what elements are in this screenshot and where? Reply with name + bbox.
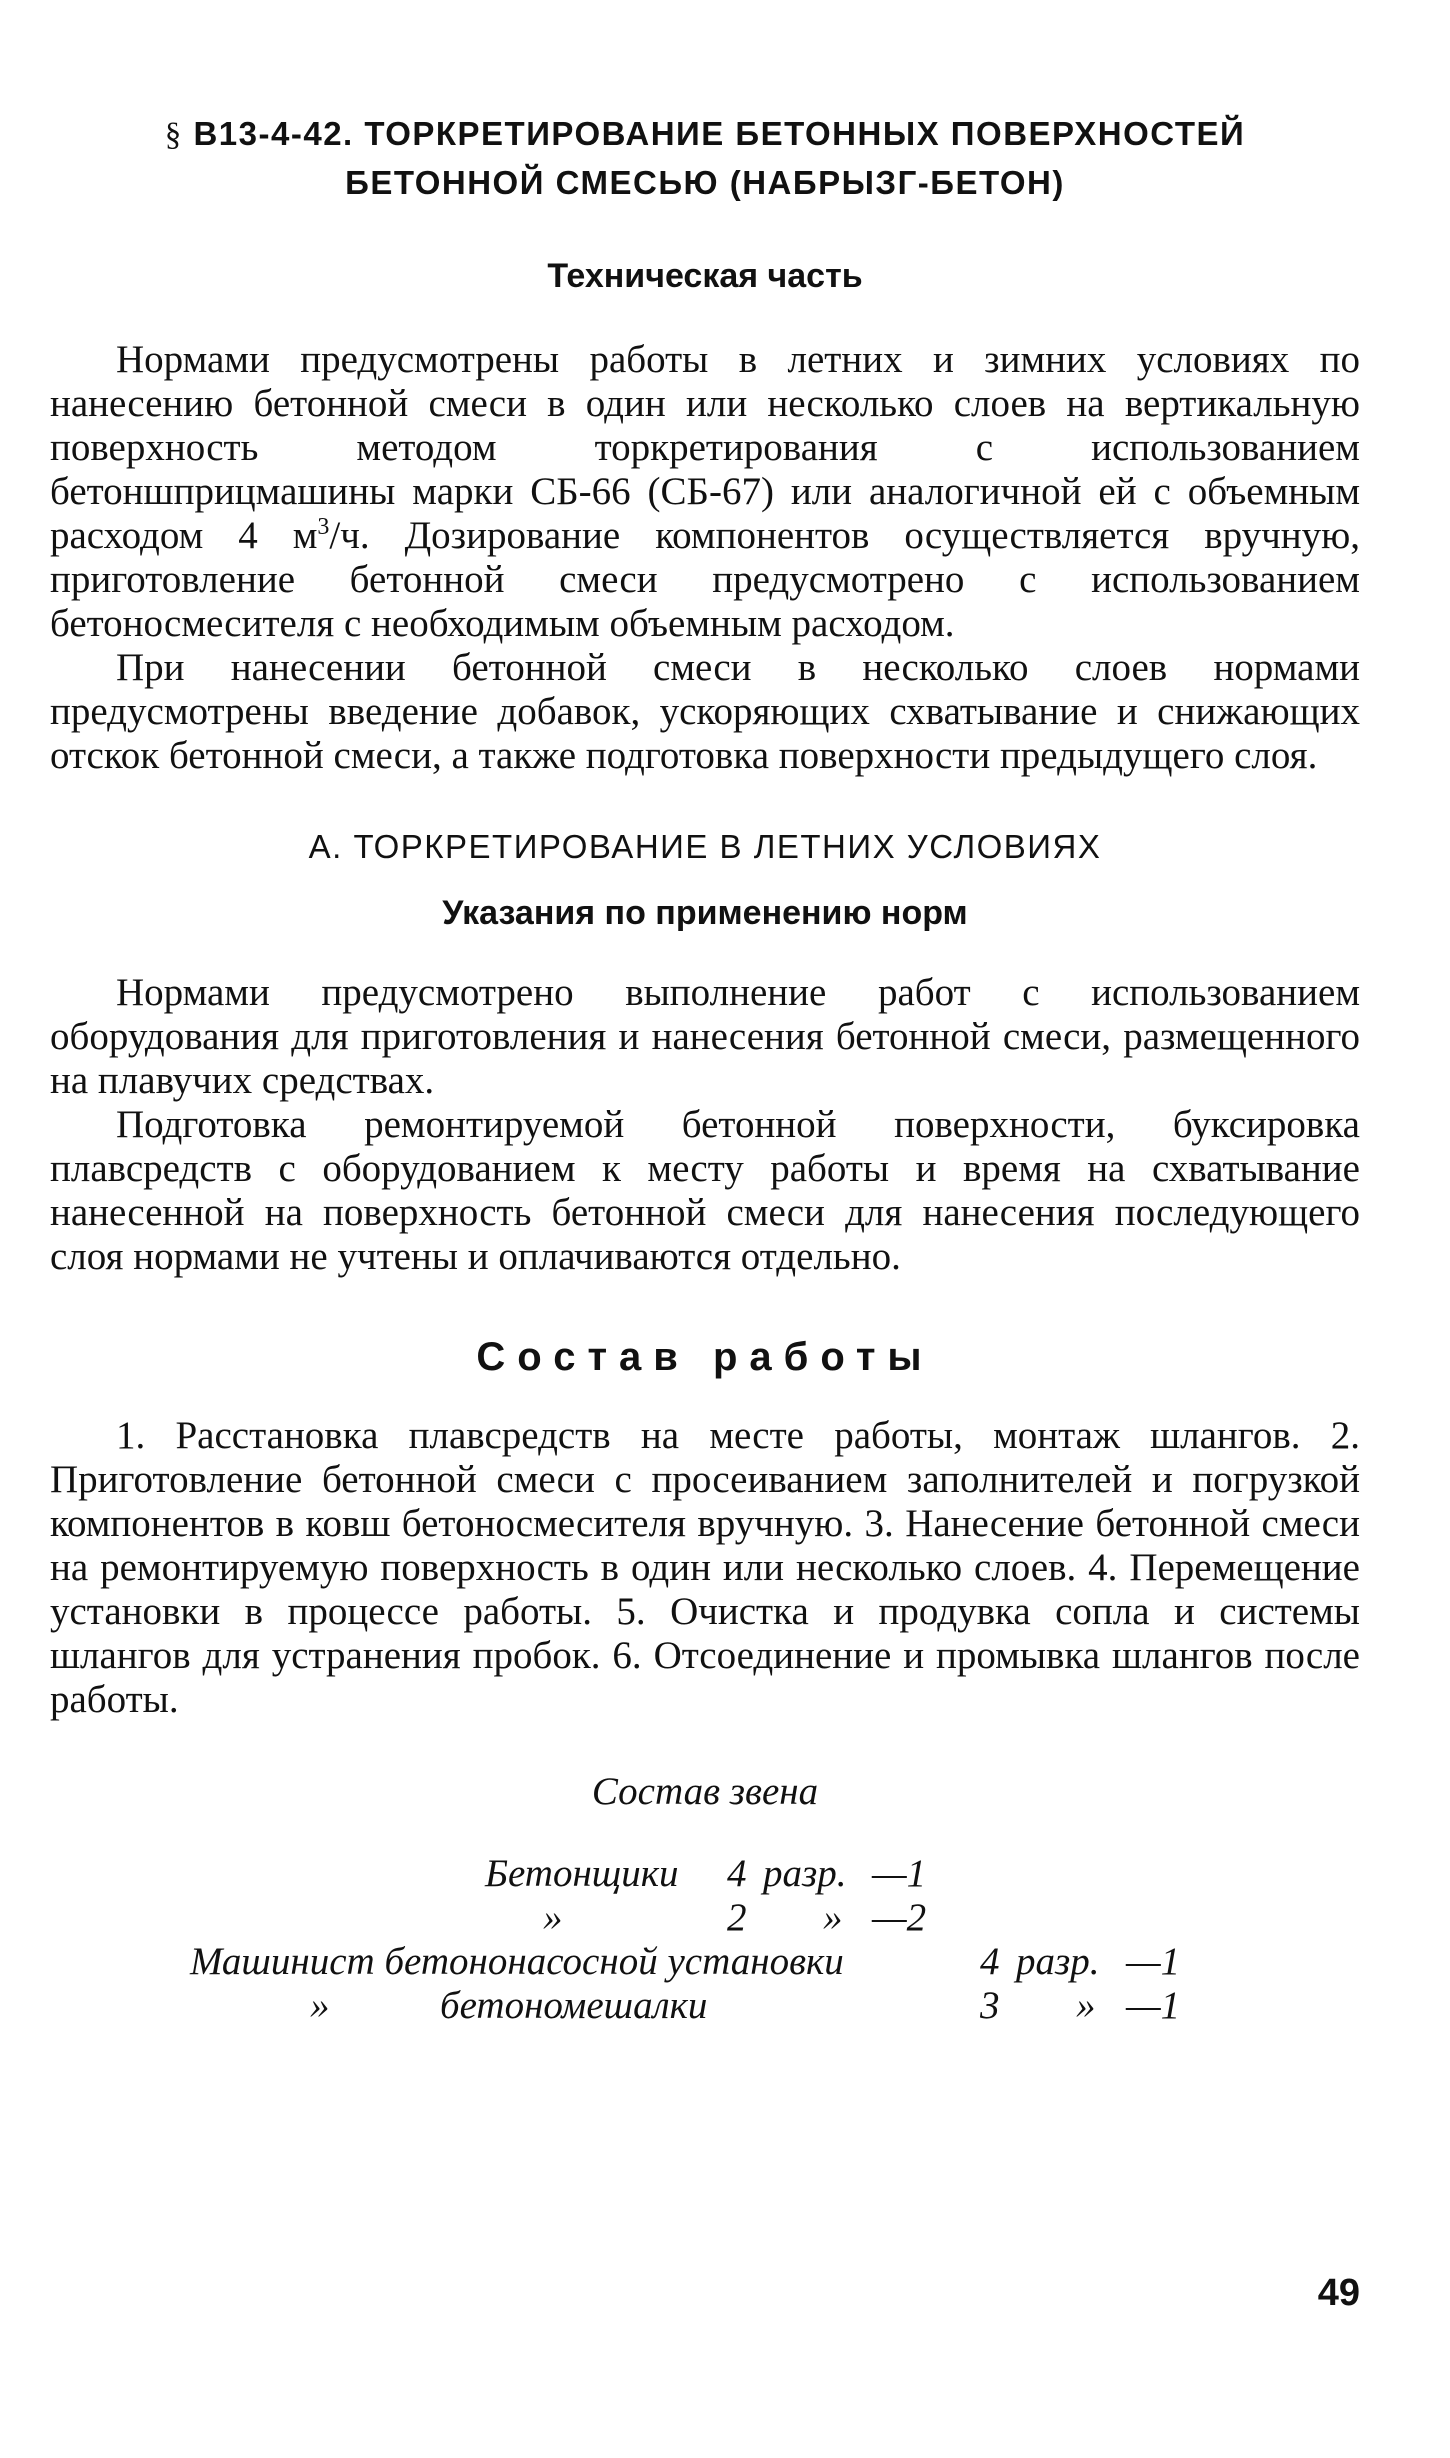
crew-count: —1 [1126,1984,1181,2027]
crew-unit: » [1076,1984,1096,2027]
usage-instructions-heading: Указания по применению норм [442,894,968,932]
technical-paragraph-1 [50,338,1360,646]
document-page [50,110,1360,2028]
crew-role: » [543,1896,563,1939]
cubic-superscript: 3 [317,514,330,540]
instructions-paragraph-1: Нормами предусмотрено выполнение работ с использованием оборудования для приготовления и нанесения бетонной смеси, размещенного на плавучих средствах. [50,971,1360,1102]
technical-part-heading: Техническая часть [547,257,863,295]
technical-paragraph-2: При нанесении бетонной смеси в несколько слоев нормами предусмотрены введение добавок, ускоряющих схватывание и снижающих отскок бетонной смеси, а также подготовка поверхности предыдущего слоя. [50,646,1360,777]
crew-role: Бетонщики [485,1852,679,1895]
crew-row [50,1940,1360,1984]
crew-row [50,1896,1360,1940]
crew-title: Состав звена [591,1770,819,1813]
section-sign: § [164,117,183,153]
crew-role: Машинист бетононасосной установки [190,1940,844,1983]
work-composition-heading: Состав работы [476,1335,934,1379]
crew-machine: бетономешалки [440,1984,708,2027]
crew-count: —1 [872,1852,927,1895]
instructions-paragraph-2: Подготовка ремонтируемой бетонной поверхности, буксировка плавсредств с оборудованием к месту работы и время на схватывание нанесенной на поверхность бетонной смеси для нанесения последующего слоя нормами не учтены и оплачиваются отдельно. [50,1103,1360,1278]
section-title-line1: В13-4-42. ТОРКРЕТИРОВАНИЕ БЕТОННЫХ ПОВЕРХНОСТЕЙ [193,115,1246,152]
crew-composition [50,1770,1360,2028]
section-title-line2: БЕТОННОЙ СМЕСЬЮ (НАБРЫЗГ-БЕТОН) [345,164,1065,201]
crew-grade: 4 [727,1852,747,1895]
work-composition-text: 1. Расстановка плавсредств на месте работы, монтаж шлангов. 2. Приготовление бетонной смеси с просеиванием заполнителей и погрузкой компонентов в ковш бетоносмесителя вручную. 3. Нанесение бетонной смеси на ремонтируемую поверхность в один или несколько слоев. 4. Перемещение установки в процессе работы. 5. Очистка и продувка сопла и системы шлангов для устранения пробок. 6. Отсоединение и промывка шлангов после работы. [50,1414,1360,1721]
crew-grade: 2 [727,1896,747,1939]
crew-unit: » [823,1896,843,1939]
crew-grade: 4 [980,1940,1000,1983]
crew-count: —2 [872,1896,927,1939]
crew-count: —1 [1126,1940,1181,1983]
crew-row [50,1852,1360,1896]
technical-paragraph-1-end: /ч. Дозирование компонентов осуществляется вручную, приготовление бетонной смеси предусмотрено с использованием бетоносмесителя с необходимым объемным расходом. [50,514,1360,645]
crew-unit: разр. [763,1852,847,1895]
section-title [50,110,1360,207]
crew-unit: разр. [1016,1940,1100,1983]
page-number: 49 [1317,2272,1360,2314]
crew-role: » [310,1984,330,2027]
crew-grade: 3 [980,1984,1000,2027]
crew-row [50,1984,1360,2028]
section-a-heading: А. ТОРКРЕТИРОВАНИЕ В ЛЕТНИХ УСЛОВИЯХ [308,828,1102,865]
technical-paragraph-1-start: Нормами предусмотрены работы в летних и зимних условиях по нанесению бетонной смеси в один или несколько слоев на вертикальную поверхность методом торкретирования с использованием бетоншприцмашины марки СБ-66 (СБ-67) или аналогичной ей с объемным расходом 4 м [50,338,1360,557]
